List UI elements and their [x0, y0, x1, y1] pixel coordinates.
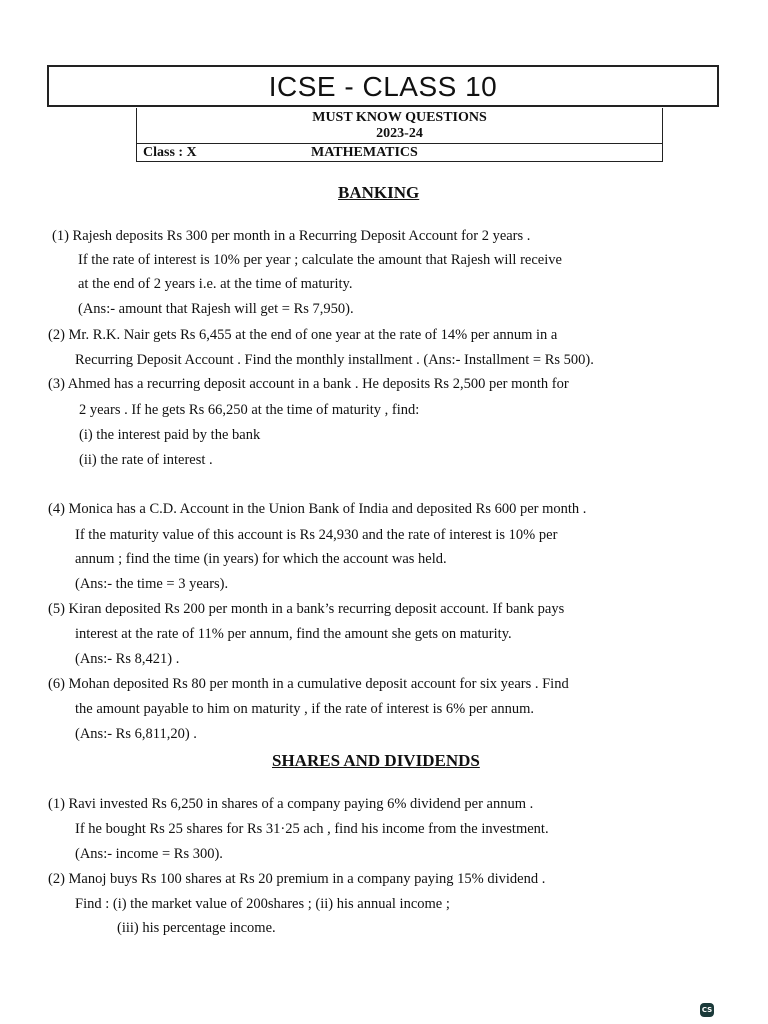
subtitle: MUST KNOW QUESTIONS — [312, 110, 487, 125]
page-title: ICSE - CLASS 10 — [47, 65, 719, 107]
banking-line: annum ; find the time (in years) for which the account was held. — [75, 551, 447, 567]
banking-line: interest at the rate of 11% per annum, find the amount she gets on maturity. — [75, 626, 512, 642]
banking-line: Recurring Deposit Account . Find the monthly installment . (Ans:- Installment = Rs 500). — [75, 352, 594, 368]
banking-line: 2 years . If he gets Rs 66,250 at the time of maturity , find: — [79, 402, 420, 418]
shares-line: Find : (i) the market value of 200shares ; (ii) his annual income ; — [75, 896, 450, 912]
banking-line: the amount payable to him on maturity , if the rate of interest is 6% per annum. — [75, 701, 535, 717]
shares-line: If he bought Rs 25 shares for Rs 31·25 ach , find his income from the investment. — [75, 821, 549, 837]
shares-line: (2) Manoj buys Rs 100 shares at Rs 20 premium in a company paying 15% dividend . — [48, 871, 546, 887]
header-info-bottom — [137, 144, 662, 161]
banking-line: (Ans:- Rs 8,421) . — [75, 651, 180, 667]
banking-line: (Ans:- Rs 6,811,20) . — [75, 726, 197, 742]
banking-line: (5) Kiran deposited Rs 200 per month in a bank’s recurring deposit account. If bank pays — [48, 601, 565, 617]
banking-line: (2) Mr. R.K. Nair gets Rs 6,455 at the end of one year at the rate of 14% per annum in a — [48, 327, 558, 343]
shares-heading: SHARES AND DIVIDENDS — [272, 751, 480, 770]
banking-line: (ii) the rate of interest . — [79, 452, 213, 468]
subject-label: MATHEMATICS — [311, 145, 418, 160]
banking-line: (4) Monica has a C.D. Account in the Union Bank of India and deposited Rs 600 per month . — [48, 501, 587, 517]
banking-line: (6) Mohan deposited Rs 80 per month in a cumulative deposit account for six years . Find — [48, 676, 569, 692]
shares-line: (iii) his percentage income. — [117, 920, 276, 936]
header-info-table — [136, 108, 663, 162]
banking-line: at the end of 2 years i.e. at the time of maturity. — [78, 276, 353, 292]
academic-year: 2023-24 — [376, 126, 423, 141]
header-info-top — [137, 108, 662, 144]
banking-line: (Ans:- the time = 3 years). — [75, 576, 229, 592]
banking-line: If the rate of interest is 10% per year ; calculate the amount that Rajesh will receive — [78, 252, 562, 268]
banking-line: (1) Rajesh deposits Rs 300 per month in a Recurring Deposit Account for 2 years . — [52, 228, 531, 244]
banking-line: (Ans:- amount that Rajesh will get = Rs 7,950). — [78, 301, 354, 317]
banking-line: (i) the interest paid by the bank — [79, 427, 261, 443]
shares-line: (1) Ravi invested Rs 6,250 in shares of a company paying 6% dividend per annum . — [48, 796, 534, 812]
banking-heading: BANKING — [338, 183, 420, 202]
camscanner-icon: CS — [700, 1003, 714, 1017]
shares-line: (Ans:- income = Rs 300). — [75, 846, 223, 862]
banking-line: If the maturity value of this account is Rs 24,930 and the rate of interest is 10% per — [75, 527, 558, 543]
class-label: Class : X — [143, 145, 197, 160]
banking-line: (3) Ahmed has a recurring deposit account in a bank . He deposits Rs 2,500 per month for — [48, 376, 569, 392]
